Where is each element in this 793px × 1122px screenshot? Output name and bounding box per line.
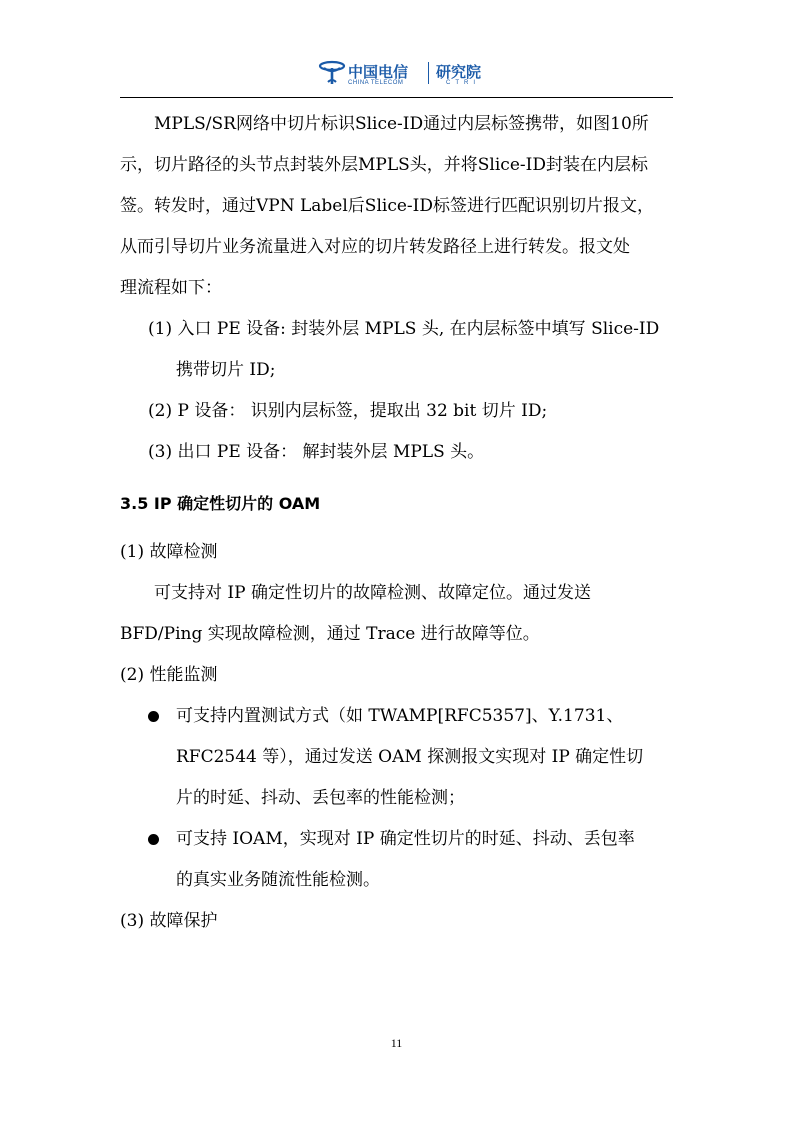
logo-english-name: CHINA TELECOM (348, 80, 404, 86)
bullet-text-continued: 的真实业务随流性能检测。 (176, 870, 380, 890)
step-2: (2) P 设备： 识别内层标签，提取出 32 bit 切片 ID; (148, 401, 548, 421)
bullet-icon (148, 711, 159, 722)
document-body (120, 104, 673, 942)
logo-chinese-name: 中国电信 (348, 63, 409, 81)
bullet-item (120, 819, 673, 860)
logo-divider (428, 62, 429, 84)
page-header (0, 56, 793, 96)
header-rule (120, 97, 673, 98)
china-telecom-logo-icon (318, 58, 346, 86)
subsection-fault-detection: (1) 故障检测 (120, 542, 218, 562)
step-1-continued: 携带切片 ID; (176, 360, 276, 380)
logo-institute-name: 研究院 (436, 63, 482, 81)
paragraph-line: BFD/Ping 实现故障检测，通过 Trace 进行故障等位。 (120, 624, 540, 644)
paragraph-line: 签。转发时，通过VPN Label后Slice-ID标签进行匹配识别切片报文， (120, 196, 654, 216)
page-number: 11 (390, 1036, 403, 1050)
paragraph-line: 示，切片路径的头节点封装外层MPLS头，并将Slice-ID封装在内层标 (120, 155, 648, 175)
bullet-text-continued: 片的时延、抖动、丢包率的性能检测； (176, 788, 465, 808)
section-title: 3.5 IP 确定性切片的 OAM (120, 494, 321, 513)
step-1: (1) 入口 PE 设备: 封装外层 MPLS 头, 在内层标签中填写 Slice-ID (148, 319, 660, 339)
paragraph-line: MPLS/SR网络中切片标识Slice-ID通过内层标签携带，如图10所 (154, 114, 649, 134)
paragraph-line: 可支持对 IP 确定性切片的故障检测、故障定位。通过发送 (154, 583, 591, 603)
bullet-item (120, 696, 673, 737)
subsection-fault-protection: (3) 故障保护 (120, 911, 218, 931)
bullet-text: 可支持内置测试方式（如 TWAMP[RFC5357]、Y.1731、 (176, 706, 624, 726)
subsection-performance-monitoring: (2) 性能监测 (120, 665, 218, 685)
bullet-text-continued: RFC2544 等），通过发送 OAM 探测报文实现对 IP 确定性切 (176, 747, 644, 767)
paragraph-line: 理流程如下： (120, 278, 222, 298)
bullet-text: 可支持 IOAM，实现对 IP 确定性切片的时延、抖动、丢包率 (176, 829, 635, 849)
china-telecom-ctri-logo (318, 58, 498, 92)
logo-institute-abbr: CTRI (446, 80, 480, 86)
paragraph-line: 从而引导切片业务流量进入对应的切片转发路径上进行转发。报文处 (120, 237, 630, 257)
bullet-icon (148, 834, 159, 845)
step-3: (3) 出口 PE 设备： 解封装外层 MPLS 头。 (148, 442, 485, 462)
